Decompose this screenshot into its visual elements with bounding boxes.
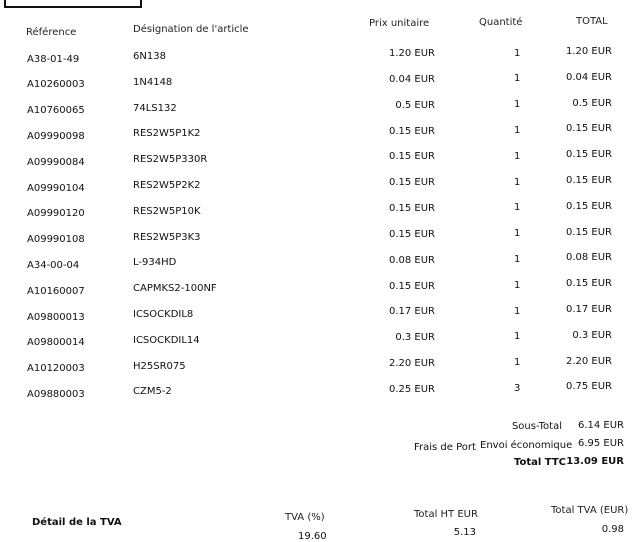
vat-rate-header: TVA (%) bbox=[285, 512, 325, 523]
vat-tva-header: Total TVA (EUR) bbox=[551, 505, 629, 516]
row-unit-price: 0.15 EUR bbox=[388, 228, 435, 240]
row-total: 0.15 EUR bbox=[565, 278, 612, 290]
col-header-reference: Référence bbox=[26, 27, 77, 38]
row-reference: A09990108 bbox=[27, 234, 85, 246]
vat-ht-value: 5.13 bbox=[453, 527, 476, 538]
col-header-designation: Désignation de l'article bbox=[133, 24, 249, 35]
vat-rate-value: 19.60 bbox=[298, 531, 327, 542]
shipping-value: 6.95 EUR bbox=[577, 438, 624, 449]
row-reference: A09880003 bbox=[27, 388, 85, 400]
row-quantity: 1 bbox=[514, 228, 521, 240]
row-total: 2.20 EUR bbox=[565, 355, 612, 367]
row-unit-price: 2.20 EUR bbox=[388, 358, 435, 370]
row-total: 0.08 EUR bbox=[565, 252, 612, 264]
row-designation: 1N4148 bbox=[133, 76, 173, 88]
row-unit-price: 0.15 EUR bbox=[388, 203, 435, 215]
row-unit-price: 0.04 EUR bbox=[388, 73, 435, 85]
row-reference: A10260003 bbox=[27, 79, 85, 91]
row-total: 1.20 EUR bbox=[565, 46, 612, 57]
row-designation: ICSOCKDIL8 bbox=[133, 309, 194, 320]
row-reference: A09800013 bbox=[27, 311, 85, 323]
shipping-label: Frais de Port bbox=[414, 442, 476, 453]
row-total: 0.15 EUR bbox=[565, 149, 612, 161]
col-header-total: TOTAL bbox=[576, 16, 608, 27]
row-total: 0.15 EUR bbox=[565, 200, 612, 212]
row-reference: A38-01-49 bbox=[27, 53, 80, 65]
row-unit-price: 0.3 EUR bbox=[395, 332, 435, 344]
row-unit-price: 1.20 EUR bbox=[388, 48, 435, 59]
row-total: 0.04 EUR bbox=[565, 71, 612, 83]
row-unit-price: 0.15 EUR bbox=[388, 177, 435, 189]
row-reference: A09990084 bbox=[27, 156, 85, 168]
row-total: 0.15 EUR bbox=[565, 175, 612, 186]
shipping-method: Envoi économique bbox=[480, 440, 573, 451]
row-designation: RES2W5P330R bbox=[133, 154, 208, 166]
total-ttc-label: Total TTC bbox=[513, 457, 566, 468]
row-total: 0.5 EUR bbox=[572, 97, 612, 109]
col-header-unit-price: Prix unitaire bbox=[369, 18, 430, 29]
row-unit-price: 0.15 EUR bbox=[388, 151, 435, 163]
row-quantity: 1 bbox=[514, 253, 521, 265]
row-total: 0.17 EUR bbox=[565, 304, 612, 315]
row-unit-price: 0.5 EUR bbox=[395, 99, 435, 111]
row-reference: A10760065 bbox=[27, 105, 85, 117]
row-quantity: 1 bbox=[514, 357, 521, 369]
row-quantity: 1 bbox=[514, 73, 521, 85]
row-reference: A09990104 bbox=[27, 182, 85, 194]
row-unit-price: 0.15 EUR bbox=[388, 280, 435, 292]
row-reference: A34-00-04 bbox=[27, 259, 80, 271]
row-quantity: 1 bbox=[514, 305, 521, 317]
row-quantity: 3 bbox=[514, 382, 521, 394]
row-total: 0.15 EUR bbox=[565, 123, 612, 135]
row-designation: 74LS132 bbox=[133, 102, 177, 114]
row-reference: A10160007 bbox=[27, 285, 85, 297]
row-reference: A10120003 bbox=[27, 363, 85, 375]
row-designation: L-934HD bbox=[133, 257, 177, 269]
row-quantity: 1 bbox=[514, 99, 521, 111]
row-reference: A09990120 bbox=[27, 208, 85, 220]
row-unit-price: 0.25 EUR bbox=[388, 384, 435, 396]
row-unit-price: 0.15 EUR bbox=[388, 125, 435, 137]
row-designation: RES2W5P2K2 bbox=[133, 180, 201, 191]
row-quantity: 1 bbox=[514, 124, 521, 136]
row-total: 0.75 EUR bbox=[565, 381, 612, 393]
row-quantity: 1 bbox=[514, 202, 521, 214]
row-unit-price: 0.08 EUR bbox=[388, 254, 435, 266]
row-total: 0.3 EUR bbox=[572, 329, 612, 341]
row-unit-price: 0.17 EUR bbox=[388, 306, 435, 318]
row-quantity: 1 bbox=[514, 176, 521, 188]
row-designation: 6N138 bbox=[133, 51, 166, 62]
row-reference: A09990098 bbox=[27, 130, 85, 142]
row-quantity: 1 bbox=[514, 331, 521, 343]
row-total: 0.15 EUR bbox=[565, 226, 612, 238]
row-designation: RES2W5P10K bbox=[133, 205, 201, 217]
subtotal-value: 6.14 EUR bbox=[577, 420, 624, 431]
row-designation: CZM5-2 bbox=[133, 386, 172, 398]
col-header-quantity: Quantité bbox=[479, 17, 523, 28]
row-designation: ICSOCKDIL14 bbox=[133, 334, 200, 346]
row-reference: A09800014 bbox=[27, 337, 85, 349]
row-designation: H25SR075 bbox=[133, 360, 186, 372]
row-designation: RES2W5P1K2 bbox=[133, 128, 201, 140]
row-designation: CAPMKS2-100NF bbox=[133, 283, 217, 295]
total-ttc-value: 13.09 EUR bbox=[566, 456, 624, 467]
vat-detail-title: Détail de la TVA bbox=[32, 517, 122, 528]
vat-ht-header: Total HT EUR bbox=[414, 509, 478, 520]
row-designation: RES2W5P3K3 bbox=[133, 231, 201, 243]
header-box-fragment bbox=[4, 0, 142, 8]
row-quantity: 1 bbox=[514, 47, 521, 59]
row-quantity: 1 bbox=[514, 150, 521, 162]
vat-tva-value: 0.98 bbox=[601, 524, 624, 535]
row-quantity: 1 bbox=[514, 279, 521, 291]
subtotal-label: Sous-Total bbox=[511, 421, 562, 432]
